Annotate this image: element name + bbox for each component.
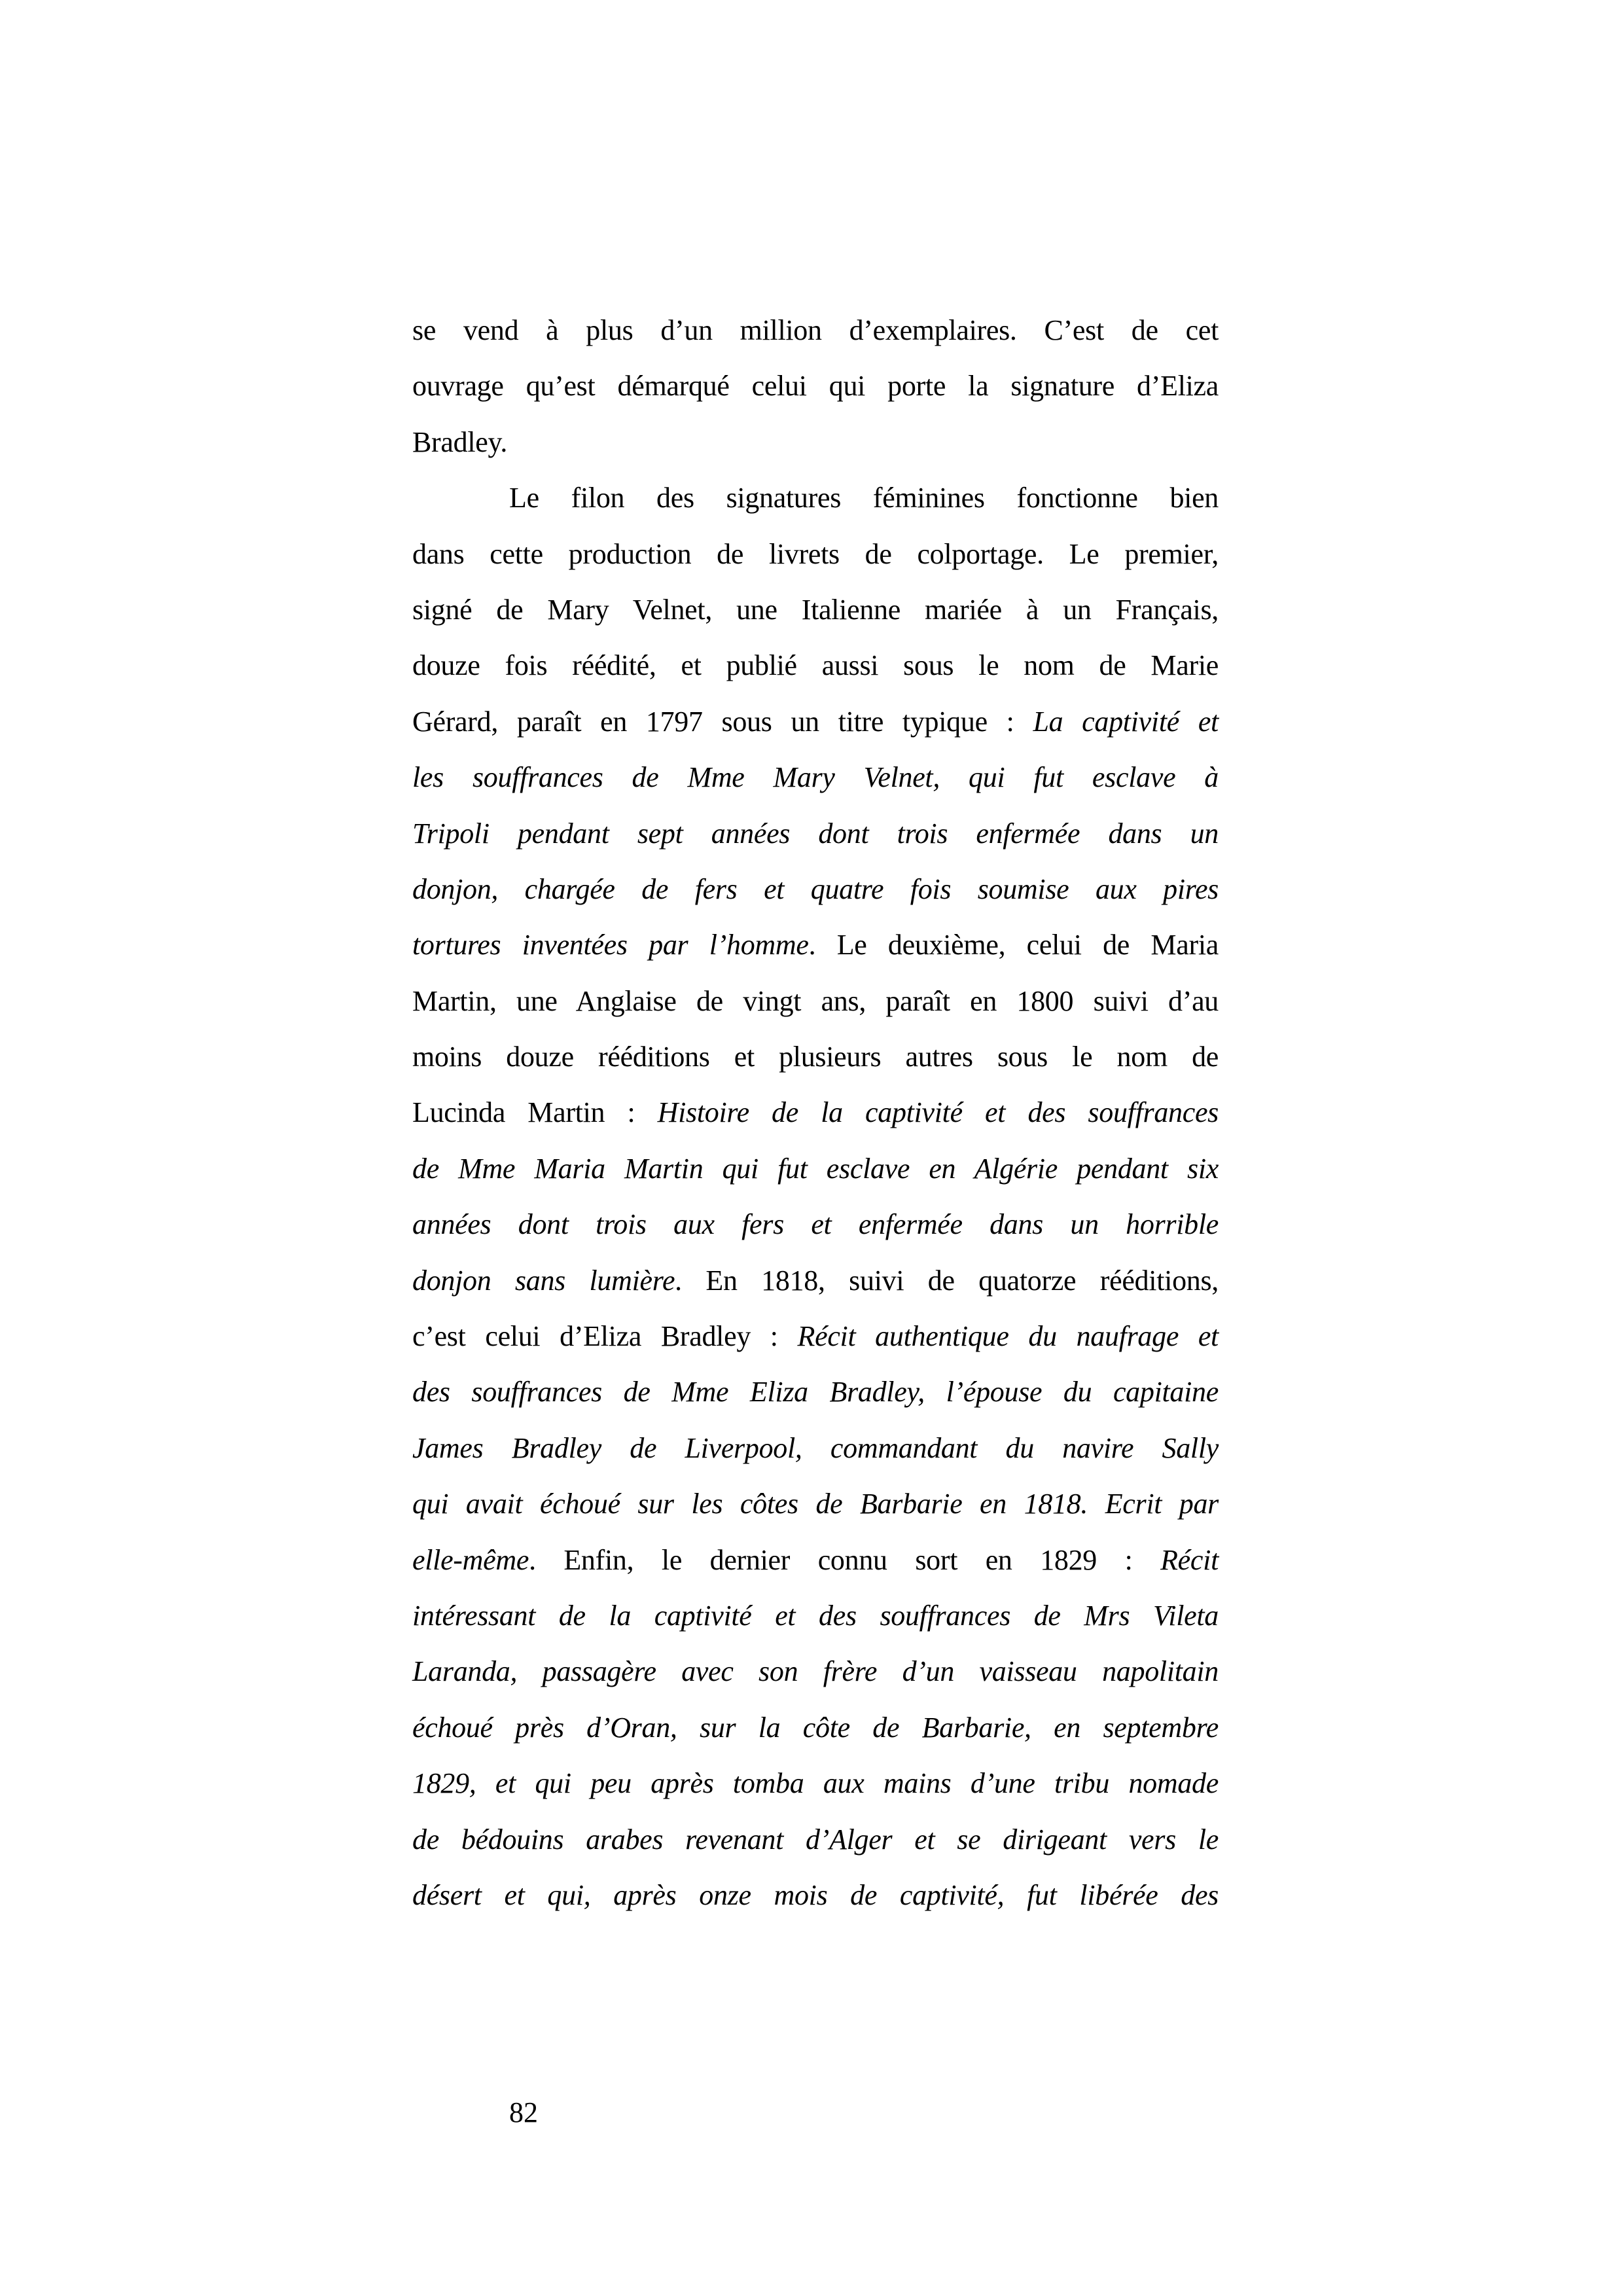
italic-text-run: tortures inventées par l’homme: [412, 929, 809, 961]
text-line: [412, 470, 1219, 526]
text-line: [412, 917, 1219, 973]
text-line: [412, 1196, 1219, 1252]
text-line: [412, 582, 1219, 637]
italic-text-run: années dont trois aux fers et enfermée dans un horrible: [412, 1208, 1219, 1241]
roman-text-run: douze fois réédité, et publié aussi sous le nom de Marie: [412, 649, 1219, 682]
italic-text-run: les souffrances de Mme Mary Velnet, qui fut esclave à: [412, 761, 1219, 794]
italic-text-run: intéressant de la captivité et des souffrances de Mrs Vileta: [412, 1599, 1219, 1632]
roman-text-run: c’est celui d’Eliza Bradley :: [412, 1320, 798, 1353]
italic-text-run: de Mme Maria Martin qui fut esclave en Algérie pendant six: [412, 1152, 1219, 1185]
text-line: [412, 1253, 1219, 1308]
roman-text-run: . En 1818, suivi de quatorze rééditions,: [675, 1264, 1219, 1297]
text-block: [412, 302, 1219, 1923]
roman-text-run: . Le deuxième, celui de Maria: [808, 929, 1219, 961]
text-line: [412, 1476, 1219, 1532]
roman-text-run: Bradley.: [412, 425, 508, 458]
text-line: [412, 637, 1219, 693]
text-line: [412, 1755, 1219, 1811]
text-line: [412, 861, 1219, 917]
italic-text-run: Tripoli pendant sept années dont trois enfermée dans un: [412, 817, 1219, 850]
roman-text-run: se vend à plus d’un million d’exemplaires. C’est de cet: [412, 314, 1219, 346]
text-line: [412, 358, 1219, 414]
roman-text-run: moins douze rééditions et plusieurs autres sous le nom de: [412, 1041, 1219, 1073]
italic-text-run: James Bradley de Liverpool, commandant du navire Sally: [412, 1431, 1219, 1464]
italic-text-run: 1829, et qui peu après tomba aux mains d’une tribu nomade: [412, 1767, 1219, 1800]
text-line: [412, 973, 1219, 1029]
text-line: [412, 694, 1219, 749]
text-line: [412, 806, 1219, 861]
text-line: [412, 749, 1219, 805]
text-line: [412, 1085, 1219, 1140]
italic-text-run: échoué près d’Oran, sur la côte de Barbarie, en septembre: [412, 1711, 1219, 1744]
text-line: [412, 1029, 1219, 1085]
roman-text-run: Lucinda Martin :: [412, 1096, 658, 1129]
text-line: [412, 1700, 1219, 1755]
italic-text-run: elle-même: [412, 1543, 529, 1576]
italic-text-run: des souffrances de Mme Eliza Bradley, l’épouse du capitaine: [412, 1376, 1219, 1408]
italic-text-run: La captivité et: [1033, 705, 1219, 738]
text-line: [412, 1420, 1219, 1476]
text-line: [412, 1532, 1219, 1588]
italic-text-run: donjon, chargée de fers et quatre fois soumise aux pires: [412, 872, 1219, 905]
roman-text-run: signé de Mary Velnet, une Italienne mariée à un Français,: [412, 593, 1219, 626]
italic-text-run: de bédouins arabes revenant d’Alger et se dirigeant vers le: [412, 1823, 1219, 1856]
italic-text-run: Laranda, passagère avec son frère d’un vaisseau napolitain: [412, 1655, 1219, 1688]
text-line: [412, 1141, 1219, 1196]
italic-text-run: qui avait échoué sur les côtes de Barbarie en 1818. Ecrit par: [412, 1488, 1219, 1520]
text-line: [412, 1308, 1219, 1364]
roman-text-run: . Enfin, le dernier connu sort en 1829 :: [529, 1543, 1161, 1576]
page-number: 82: [509, 2096, 538, 2128]
text-line: [412, 414, 1219, 470]
italic-text-run: Récit authentique du naufrage et: [797, 1320, 1219, 1353]
text-line: [412, 526, 1219, 582]
italic-text-run: Histoire de la captivité et des souffrances: [657, 1096, 1219, 1129]
text-line: [412, 1588, 1219, 1643]
italic-text-run: Récit: [1160, 1543, 1219, 1576]
text-line: [412, 1364, 1219, 1420]
roman-text-run: ouvrage qu’est démarqué celui qui porte la signature d’Eliza: [412, 370, 1219, 403]
roman-text-run: Gérard, paraît en 1797 sous un titre typique :: [412, 705, 1033, 738]
italic-text-run: désert et qui, après onze mois de captivité, fut libérée des: [412, 1878, 1219, 1911]
roman-text-run: Martin, une Anglaise de vingt ans, paraît en 1800 suivi d’au: [412, 984, 1219, 1017]
text-line: [412, 1812, 1219, 1867]
roman-text-run: Le filon des signatures féminines fonctionne bien: [509, 482, 1219, 514]
italic-text-run: donjon sans lumière: [412, 1264, 675, 1297]
text-line: [412, 1867, 1219, 1923]
text-line: [412, 302, 1219, 358]
roman-text-run: dans cette production de livrets de colportage. Le premier,: [412, 537, 1219, 570]
text-line: [412, 1643, 1219, 1699]
